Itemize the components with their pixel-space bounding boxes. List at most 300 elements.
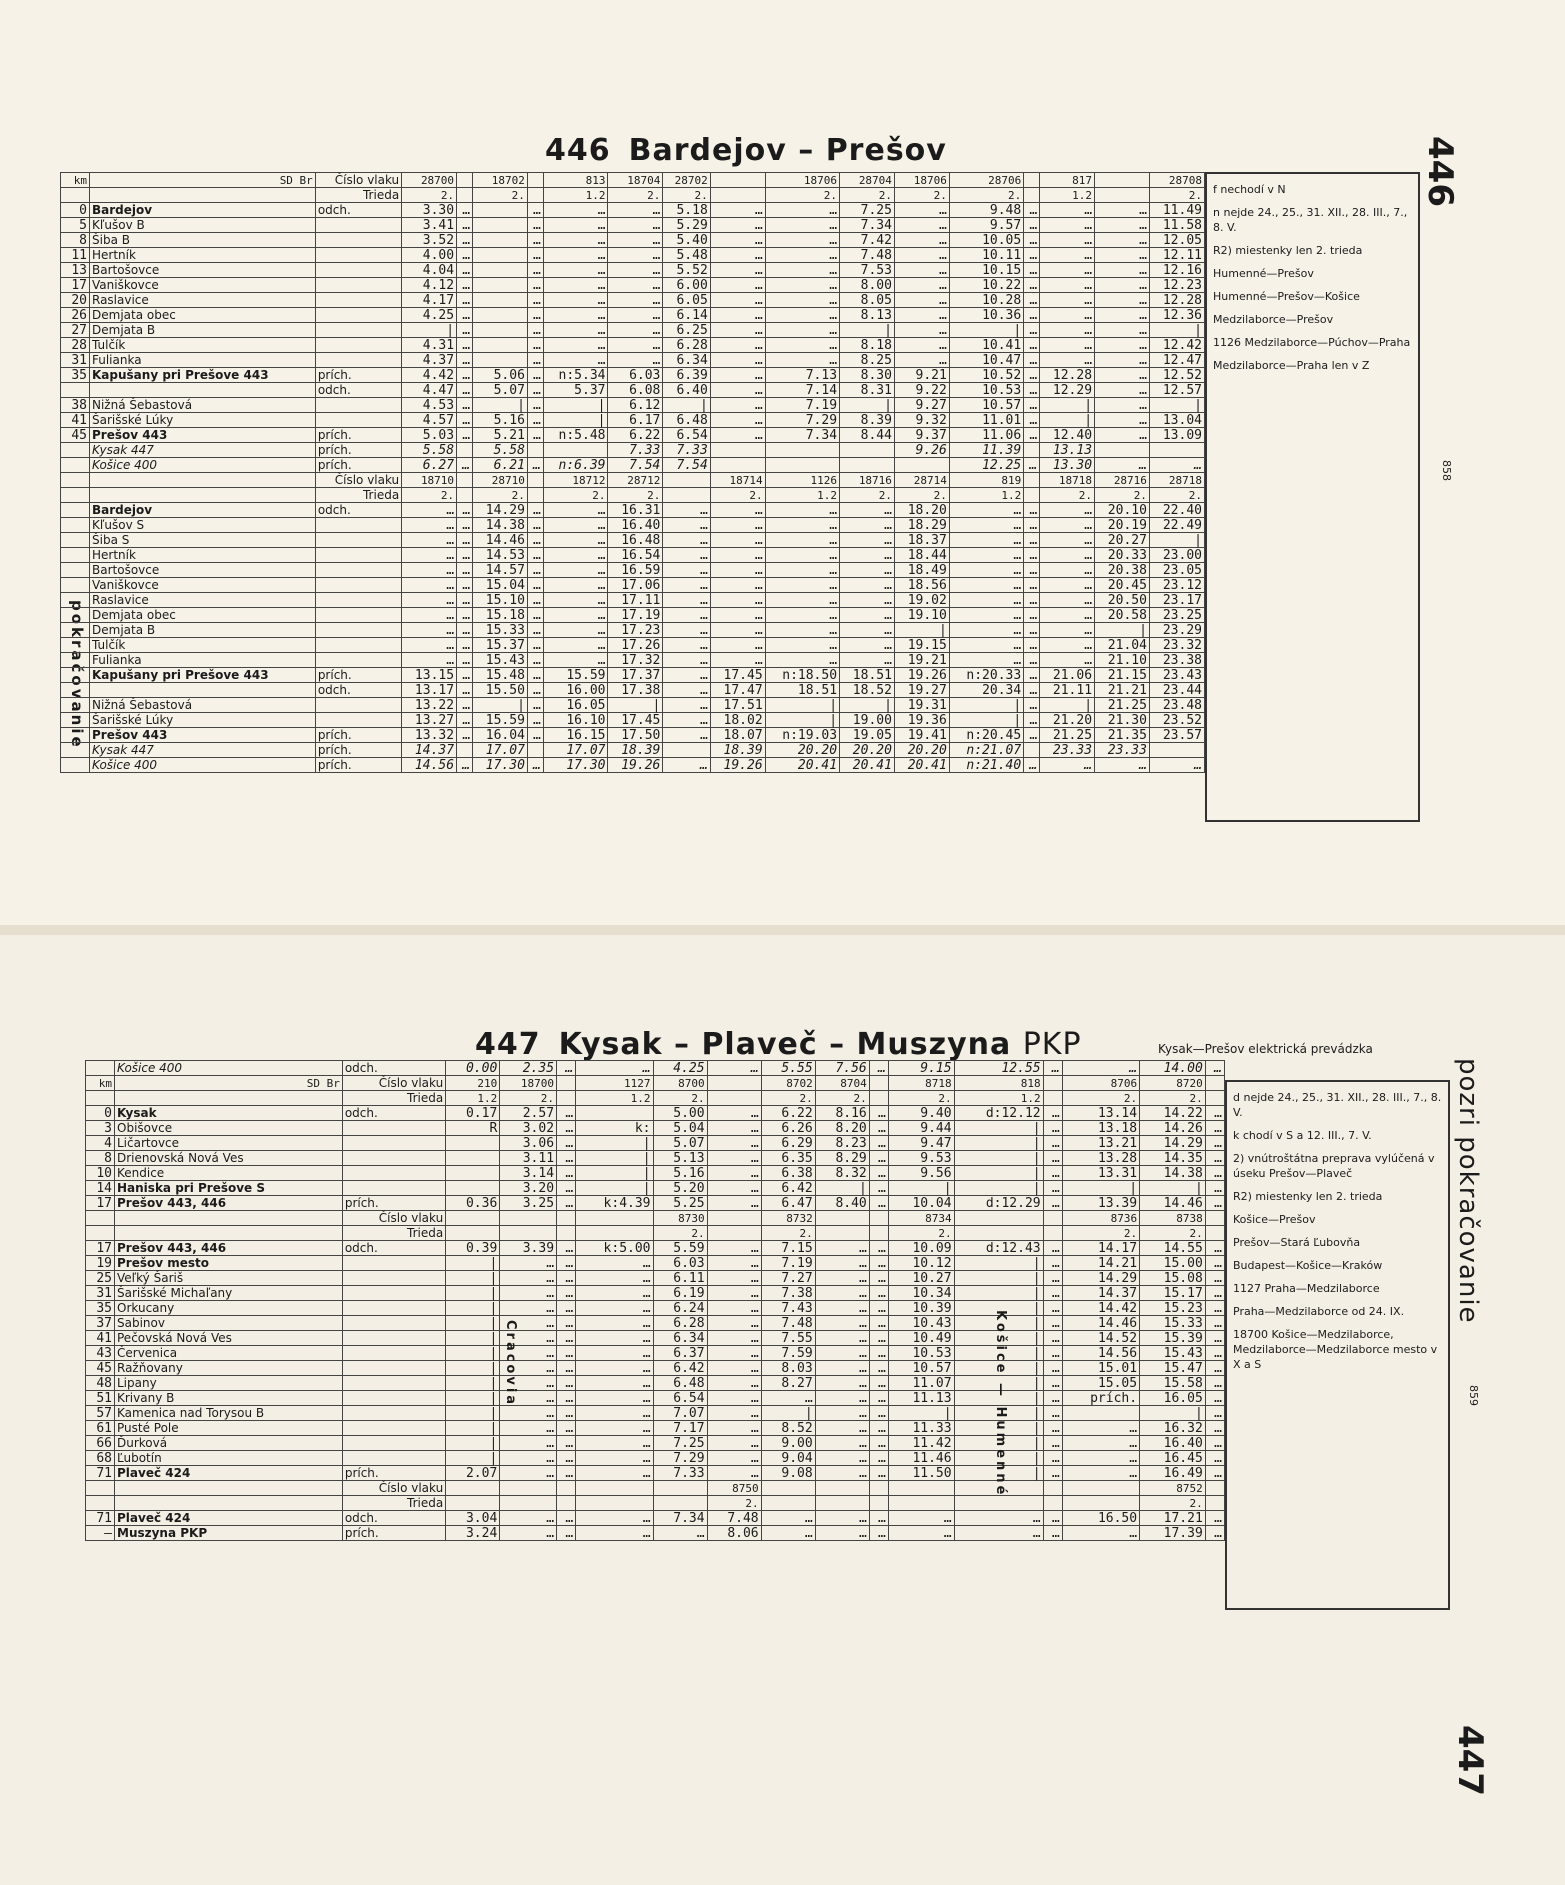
- time-cell: 3.11: [500, 1151, 557, 1166]
- time-cell: …: [1149, 458, 1204, 473]
- time-cell: …: [710, 383, 765, 398]
- table-number: 447: [475, 1027, 541, 1062]
- time-cell: 12.25: [949, 458, 1023, 473]
- time-cell: …: [663, 638, 710, 653]
- time-cell: …: [1205, 1106, 1224, 1121]
- time-cell: 7.17: [653, 1421, 707, 1436]
- time-cell: 0.00: [446, 1061, 500, 1076]
- arr-dep-mark: [315, 638, 401, 653]
- time-cell: 0.17: [446, 1106, 500, 1121]
- arr-dep-mark: prích.: [342, 1196, 445, 1211]
- time-cell: …: [500, 1301, 557, 1316]
- time-cell: 21.35: [1095, 728, 1150, 743]
- time-cell: …: [1024, 293, 1040, 308]
- train-class: [707, 1226, 761, 1241]
- time-cell: …: [1205, 1391, 1224, 1406]
- time-cell: 11.01: [949, 413, 1023, 428]
- time-cell: 8.25: [840, 353, 895, 368]
- time-cell: 12.52: [1149, 368, 1204, 383]
- time-cell: …: [869, 1061, 888, 1076]
- time-cell: 15.01: [1062, 1361, 1139, 1376]
- time-cell: …: [527, 203, 543, 218]
- time-cell: |: [954, 1466, 1043, 1481]
- time-cell: 5.00: [653, 1106, 707, 1121]
- time-cell: …: [500, 1346, 557, 1361]
- station-row: [61, 383, 1205, 398]
- time-cell: …: [1205, 1061, 1224, 1076]
- time-cell: …: [869, 1346, 888, 1361]
- time-cell: …: [869, 1316, 888, 1331]
- station-row: [61, 308, 1205, 323]
- time-cell: …: [527, 533, 543, 548]
- time-cell: …: [543, 608, 608, 623]
- time-cell: 7.34: [765, 428, 839, 443]
- time-cell: …: [949, 578, 1023, 593]
- time-cell: 9.08: [761, 1466, 815, 1481]
- time-cell: 13.39: [1062, 1196, 1139, 1211]
- station-name: Ďurková: [115, 1436, 343, 1451]
- time-cell: 4.17: [402, 293, 457, 308]
- train-number: 8736: [1062, 1211, 1139, 1226]
- time-cell: 22.40: [1149, 503, 1204, 518]
- train-number: [815, 1481, 869, 1496]
- station-row: [86, 1376, 1225, 1391]
- time-cell: 23.12: [1149, 578, 1204, 593]
- time-cell: |: [765, 698, 839, 713]
- time-cell: …: [1024, 248, 1040, 263]
- train-class: 2.: [402, 488, 457, 503]
- time-cell: |: [1095, 623, 1150, 638]
- time-cell: …: [1040, 338, 1095, 353]
- time-cell: …: [557, 1436, 576, 1451]
- time-cell: …: [457, 323, 473, 338]
- time-cell: 14.21: [1062, 1256, 1139, 1271]
- time-cell: [527, 443, 543, 458]
- time-cell: …: [608, 323, 663, 338]
- time-cell: 6.37: [653, 1346, 707, 1361]
- time-cell: 7.59: [761, 1346, 815, 1361]
- time-cell: |: [446, 1391, 500, 1406]
- time-cell: …: [557, 1511, 576, 1526]
- train-number: [576, 1211, 653, 1226]
- time-cell: …: [1043, 1181, 1062, 1196]
- train-class: [446, 1226, 500, 1241]
- time-cell: |: [765, 713, 839, 728]
- train-class: [1024, 488, 1040, 503]
- time-cell: …: [457, 608, 473, 623]
- time-cell: 18.37: [894, 533, 949, 548]
- time-cell: …: [707, 1196, 761, 1211]
- time-cell: …: [707, 1241, 761, 1256]
- time-cell: …: [543, 623, 608, 638]
- station-km: [61, 503, 90, 518]
- sd-header-blank: [115, 1091, 343, 1106]
- time-cell: 15.17: [1140, 1286, 1206, 1301]
- time-cell: …: [543, 323, 608, 338]
- time-cell: 6.28: [663, 338, 710, 353]
- station-row: [86, 1406, 1225, 1421]
- time-cell: …: [710, 503, 765, 518]
- time-cell: 23.29: [1149, 623, 1204, 638]
- footnote: f nechodí v N: [1213, 183, 1286, 196]
- train-class: 2.: [473, 188, 528, 203]
- train-number: 28710: [473, 473, 528, 488]
- time-cell: [473, 308, 528, 323]
- time-cell: …: [894, 203, 949, 218]
- time-cell: …: [1040, 353, 1095, 368]
- time-cell: …: [500, 1256, 557, 1271]
- time-cell: …: [557, 1346, 576, 1361]
- time-cell: 6.17: [608, 413, 663, 428]
- time-cell: …: [840, 638, 895, 653]
- time-cell: …: [1095, 293, 1150, 308]
- time-cell: d:12.12: [954, 1106, 1043, 1121]
- time-cell: 14.38: [473, 518, 528, 533]
- time-cell: …: [543, 578, 608, 593]
- time-cell: …: [457, 263, 473, 278]
- train-class: 2.: [1140, 1226, 1206, 1241]
- time-cell: 11.33: [888, 1421, 954, 1436]
- train-number: 8730: [653, 1211, 707, 1226]
- time-cell: …: [1024, 353, 1040, 368]
- time-cell: 17.47: [710, 683, 765, 698]
- train-class: [1205, 1091, 1224, 1106]
- station-km: [61, 668, 90, 683]
- train-number: 813: [543, 173, 608, 188]
- time-cell: 19.02: [894, 593, 949, 608]
- time-cell: |: [954, 1436, 1043, 1451]
- time-cell: …: [1205, 1166, 1224, 1181]
- time-cell: …: [557, 1061, 576, 1076]
- train-class: 1.2: [543, 188, 608, 203]
- footnote: 18700 Košice—Medzilaborce, Medzilaborce—Medzilaborce mesto v X a S: [1233, 1328, 1438, 1371]
- time-cell: 0.39: [446, 1241, 500, 1256]
- train-class: [557, 1091, 576, 1106]
- time-cell: [473, 218, 528, 233]
- time-cell: …: [1205, 1286, 1224, 1301]
- time-cell: …: [663, 683, 710, 698]
- train-number: [954, 1211, 1043, 1226]
- footnote: 1127 Praha—Medzilaborce: [1233, 1282, 1380, 1295]
- continuation-label: pokračovanie: [68, 600, 86, 750]
- time-cell: …: [869, 1181, 888, 1196]
- time-cell: 19.41: [894, 728, 949, 743]
- station-km: 11: [61, 248, 90, 263]
- time-cell: 10.43: [888, 1316, 954, 1331]
- time-cell: 16.45: [1140, 1451, 1206, 1466]
- time-cell: 5.20: [653, 1181, 707, 1196]
- time-cell: 10.52: [949, 368, 1023, 383]
- time-cell: 9.56: [888, 1166, 954, 1181]
- time-cell: …: [576, 1406, 653, 1421]
- time-cell: …: [1043, 1121, 1062, 1136]
- time-cell: …: [457, 638, 473, 653]
- time-cell: …: [1040, 308, 1095, 323]
- train-class: 1.2: [949, 488, 1023, 503]
- time-cell: 23.05: [1149, 563, 1204, 578]
- time-cell: [473, 233, 528, 248]
- km-header-blank: [61, 188, 90, 203]
- notes-446: [1205, 172, 1420, 822]
- time-cell: 9.26: [894, 443, 949, 458]
- time-cell: [446, 1166, 500, 1181]
- time-cell: …: [500, 1451, 557, 1466]
- station-row: [86, 1241, 1225, 1256]
- time-cell: 16.32: [1140, 1421, 1206, 1436]
- time-cell: 10.22: [949, 278, 1023, 293]
- time-cell: |: [576, 1181, 653, 1196]
- time-cell: 7.19: [761, 1256, 815, 1271]
- time-cell: 9.40: [888, 1106, 954, 1121]
- time-cell: 10.34: [888, 1286, 954, 1301]
- train-class: [527, 488, 543, 503]
- station-name: Ražňovany: [115, 1361, 343, 1376]
- time-cell: 9.48: [949, 203, 1023, 218]
- time-cell: …: [1024, 548, 1040, 563]
- train-number: [527, 473, 543, 488]
- station-name: Raslavice: [90, 293, 316, 308]
- arr-dep-mark: odch.: [315, 383, 401, 398]
- time-cell: …: [1040, 533, 1095, 548]
- time-cell: 9.37: [894, 428, 949, 443]
- time-cell: 7.54: [663, 458, 710, 473]
- time-cell: 19.00: [840, 713, 895, 728]
- station-name: Demjata obec: [90, 308, 316, 323]
- time-cell: …: [710, 608, 765, 623]
- time-cell: …: [402, 593, 457, 608]
- arr-dep-mark: [315, 248, 401, 263]
- time-cell: [473, 278, 528, 293]
- train-class: 2.: [888, 1226, 954, 1241]
- time-cell: …: [1043, 1316, 1062, 1331]
- train-number: [1062, 1481, 1139, 1496]
- time-cell: 23.52: [1149, 713, 1204, 728]
- train-number-label: Číslo vlaku: [342, 1211, 445, 1226]
- time-cell: …: [500, 1376, 557, 1391]
- time-cell: …: [954, 1511, 1043, 1526]
- time-cell: …: [1024, 398, 1040, 413]
- time-cell: …: [1040, 278, 1095, 293]
- time-cell: …: [543, 353, 608, 368]
- time-cell: 7.25: [840, 203, 895, 218]
- time-cell: …: [500, 1421, 557, 1436]
- time-cell: [543, 443, 608, 458]
- time-cell: …: [457, 683, 473, 698]
- station-row: [61, 698, 1205, 713]
- time-cell: 5.48: [663, 248, 710, 263]
- station-km: 26: [61, 308, 90, 323]
- train-number: [500, 1481, 557, 1496]
- arr-dep-mark: [315, 713, 401, 728]
- time-cell: 13.31: [1062, 1166, 1139, 1181]
- time-cell: 11.13: [888, 1391, 954, 1406]
- time-cell: …: [457, 218, 473, 233]
- train-class: [710, 188, 765, 203]
- time-cell: 13.15: [402, 668, 457, 683]
- station-km: 57: [86, 1406, 115, 1421]
- train-class: [707, 1091, 761, 1106]
- train-number: 18704: [608, 173, 663, 188]
- time-cell: 21.15: [1095, 668, 1150, 683]
- train-number: [1043, 1481, 1062, 1496]
- time-cell: 7.43: [761, 1301, 815, 1316]
- time-cell: …: [869, 1256, 888, 1271]
- time-cell: …: [1095, 263, 1150, 278]
- train-number: [869, 1211, 888, 1226]
- train-number-row: [86, 1211, 1225, 1226]
- time-cell: …: [765, 248, 839, 263]
- train-class: [954, 1226, 1043, 1241]
- time-cell: 8.44: [840, 428, 895, 443]
- time-cell: …: [457, 413, 473, 428]
- time-cell: n:5.48: [543, 428, 608, 443]
- time-cell: 12.23: [1149, 278, 1204, 293]
- time-cell: |: [894, 623, 949, 638]
- train-number: 817: [1040, 173, 1095, 188]
- time-cell: 17.45: [608, 713, 663, 728]
- time-cell: …: [457, 533, 473, 548]
- time-cell: 20.20: [894, 743, 949, 758]
- time-cell: 9.53: [888, 1151, 954, 1166]
- station-km: 41: [86, 1331, 115, 1346]
- time-cell: …: [710, 548, 765, 563]
- kosice-departure-row: [86, 1061, 1225, 1076]
- time-cell: 14.56: [402, 758, 457, 773]
- time-cell: 6.26: [761, 1121, 815, 1136]
- time-cell: [473, 248, 528, 263]
- time-cell: 14.53: [473, 548, 528, 563]
- station-row: [86, 1166, 1225, 1181]
- time-cell: |: [446, 1421, 500, 1436]
- time-cell: |: [954, 1361, 1043, 1376]
- time-cell: …: [543, 278, 608, 293]
- time-cell: 3.52: [402, 233, 457, 248]
- train-class: [1043, 1226, 1062, 1241]
- km-header-blank: [86, 1226, 115, 1241]
- time-cell: 11.39: [949, 443, 1023, 458]
- time-cell: …: [954, 1526, 1043, 1541]
- time-cell: 14.35: [1140, 1151, 1206, 1166]
- time-cell: 17.32: [608, 653, 663, 668]
- time-cell: 12.28: [1149, 293, 1204, 308]
- time-cell: 5.58: [473, 443, 528, 458]
- footnote: Prešov—Stará Ľubovňa: [1233, 1236, 1361, 1249]
- time-cell: 20.41: [765, 758, 839, 773]
- time-cell: …: [949, 593, 1023, 608]
- time-cell: …: [1024, 653, 1040, 668]
- time-cell: 9.47: [888, 1136, 954, 1151]
- time-cell: …: [1043, 1391, 1062, 1406]
- time-cell: 7.56: [815, 1061, 869, 1076]
- time-cell: …: [888, 1526, 954, 1541]
- time-cell: …: [527, 683, 543, 698]
- station-name: Tulčík: [90, 638, 316, 653]
- time-cell: …: [869, 1136, 888, 1151]
- station-km: 20: [61, 293, 90, 308]
- time-cell: 20.33: [1095, 548, 1150, 563]
- time-cell: …: [1040, 608, 1095, 623]
- station-km: 25: [86, 1271, 115, 1286]
- train-class: [869, 1091, 888, 1106]
- time-cell: …: [457, 353, 473, 368]
- time-cell: 5.07: [653, 1136, 707, 1151]
- train-number: [446, 1211, 500, 1226]
- time-cell: …: [949, 518, 1023, 533]
- time-cell: …: [765, 293, 839, 308]
- station-km: 31: [86, 1286, 115, 1301]
- station-name: Šarišské Lúky: [90, 713, 316, 728]
- time-cell: 4.25: [653, 1061, 707, 1076]
- time-cell: …: [576, 1451, 653, 1466]
- time-cell: …: [663, 713, 710, 728]
- time-cell: …: [500, 1331, 557, 1346]
- station-km: [61, 713, 90, 728]
- time-cell: 7.33: [608, 443, 663, 458]
- time-cell: 10.57: [949, 398, 1023, 413]
- station-row: [86, 1316, 1225, 1331]
- footnote: 1126 Medzilaborce—Púchov—Praha: [1213, 336, 1411, 349]
- time-cell: …: [1205, 1256, 1224, 1271]
- arr-dep-mark: [342, 1286, 445, 1301]
- time-cell: …: [815, 1466, 869, 1481]
- train-class: 2.: [761, 1226, 815, 1241]
- time-cell: 6.28: [653, 1316, 707, 1331]
- time-cell: |: [840, 398, 895, 413]
- time-cell: 3.24: [446, 1526, 500, 1541]
- time-cell: …: [1205, 1271, 1224, 1286]
- arr-dep-mark: [315, 323, 401, 338]
- time-cell: 15.43: [1140, 1346, 1206, 1361]
- time-cell: …: [1024, 518, 1040, 533]
- time-cell: 6.12: [608, 398, 663, 413]
- train-number-row: [61, 473, 1205, 488]
- side-page-number: 447: [1450, 1725, 1490, 1796]
- time-cell: |: [954, 1286, 1043, 1301]
- time-cell: 8.27: [761, 1376, 815, 1391]
- train-class: 1.2: [954, 1091, 1043, 1106]
- time-cell: …: [707, 1436, 761, 1451]
- time-cell: |: [840, 698, 895, 713]
- time-cell: …: [500, 1286, 557, 1301]
- time-cell: 11.07: [888, 1376, 954, 1391]
- station-row: [86, 1331, 1225, 1346]
- station-row: [61, 278, 1205, 293]
- time-cell: 5.25: [653, 1196, 707, 1211]
- arr-dep-mark: [315, 293, 401, 308]
- station-name: Prešov 443: [90, 728, 316, 743]
- time-cell: …: [557, 1256, 576, 1271]
- time-cell: |: [888, 1181, 954, 1196]
- time-cell: 18.39: [710, 743, 765, 758]
- time-cell: 16.40: [608, 518, 663, 533]
- train-class: [576, 1496, 653, 1511]
- time-cell: …: [815, 1331, 869, 1346]
- km-header-blank: [86, 1496, 115, 1511]
- station-row: [61, 218, 1205, 233]
- class-label: Trieda: [315, 188, 401, 203]
- time-cell: …: [663, 563, 710, 578]
- station-km: 61: [86, 1421, 115, 1436]
- time-cell: 6.48: [653, 1376, 707, 1391]
- train-number: [557, 1211, 576, 1226]
- arr-dep-mark: [315, 398, 401, 413]
- time-cell: |: [949, 713, 1023, 728]
- time-cell: 6.08: [608, 383, 663, 398]
- time-cell: 5.06: [473, 368, 528, 383]
- time-cell: …: [543, 233, 608, 248]
- time-cell: …: [869, 1436, 888, 1451]
- time-cell: |: [473, 398, 528, 413]
